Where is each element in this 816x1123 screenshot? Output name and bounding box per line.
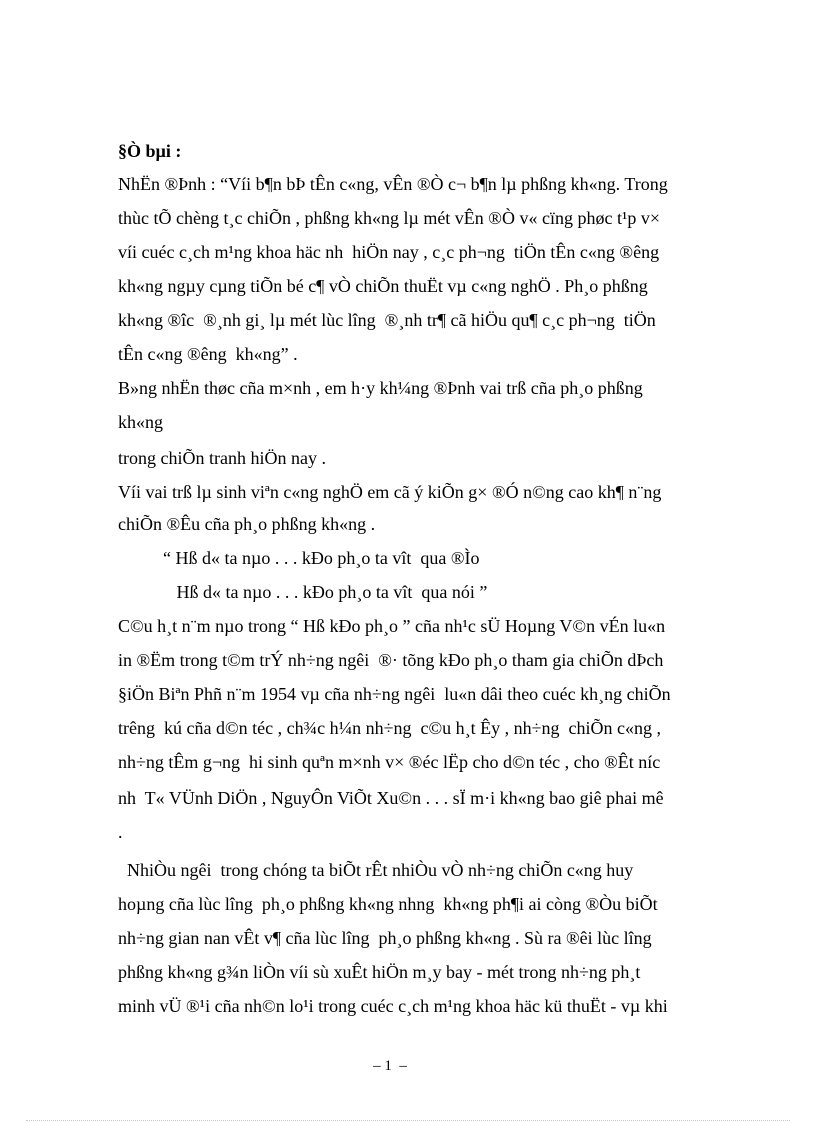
body-line: . bbox=[118, 822, 123, 842]
body-line: tÊn c«ng ®êng kh«ng” . bbox=[118, 344, 298, 364]
body-line: NhiÒu ngêi trong chóng ta biÕt rÊt nhiÒu vÒ nh÷ng chiÕn c«ng huy bbox=[118, 860, 634, 880]
body-line: kh«ng bbox=[118, 412, 163, 432]
document-title: §Ò bµi : bbox=[118, 141, 182, 161]
body-line: víi cuéc c¸ch m¹ng khoa häc nh hiÖn nay , c¸c ph¬ng tiÖn tÊn c«ng ®êng bbox=[118, 242, 660, 262]
body-line: chiÕn ®Êu cña ph¸o phßng kh«ng . bbox=[118, 514, 376, 534]
body-line: phßng kh«ng g¾n liÒn víi sù xuÊt hiÖn m¸y bay - mét trong nh÷ng ph¸t bbox=[118, 962, 641, 982]
body-line: kh«ng ngµy cµng tiÕn bé c¶ vÒ chiÕn thuËt vµ c«ng nghÖ . Ph¸o phßng bbox=[118, 276, 648, 296]
body-line: kh«ng ®îc ®¸nh gi¸ lµ mét lùc lîng ®¸nh tr¶ cã hiÖu qu¶ c¸c ph¬ng tiÖn bbox=[118, 310, 656, 330]
body-line: B»ng nhËn thøc cña m×nh , em h·y kh¼ng ®Þnh vai trß cña ph¸o phßng bbox=[118, 378, 643, 398]
body-line: Víi vai trß lµ sinh viªn c«ng nghÖ em cã ý kiÕn g× ®Ó n©ng cao kh¶ n¨ng bbox=[118, 482, 662, 502]
body-line: trêng kú cña d©n téc , ch¾c h¼n nh÷ng c©u h¸t Êy , nh÷ng chiÕn c«ng , bbox=[118, 718, 661, 738]
body-line: trong chiÕn tranh hiÖn nay . bbox=[118, 448, 326, 468]
body-line: nh÷ng gian nan vÊt v¶ cña lùc lîng ph¸o phßng kh«ng . Sù ra ®êi lùc lîng bbox=[118, 928, 652, 948]
verse-line: “ Hß d« ta nµo . . . kÐo ph¸o ta vît qua ®Ìo bbox=[118, 548, 480, 568]
body-line: nh÷ng tÊm g¬ng hi sinh quªn m×nh v× ®éc lËp cho d©n téc , cho ®Êt níc bbox=[118, 752, 661, 772]
body-line: minh vÜ ®¹i cña nh©n lo¹i trong cuéc c¸ch m¹ng khoa häc kü thuËt - vµ khi bbox=[118, 996, 668, 1016]
page-number: – 1 – bbox=[373, 1058, 407, 1074]
body-line: hoµng cña lùc lîng ph¸o phßng kh«ng nhng kh«ng ph¶i ai còng ®Òu biÕt bbox=[118, 894, 658, 914]
verse-line: Hß d« ta nµo . . . kÐo ph¸o ta vît qua nói ” bbox=[118, 582, 488, 602]
body-line: nh T« VÜnh DiÖn , NguyÔn ViÕt Xu©n . . . sÏ m·i kh«ng bao giê phai mê bbox=[118, 788, 664, 808]
body-line: thùc tÕ chèng t¸c chiÕn , phßng kh«ng lµ mét vÊn ®Ò v« cïng phøc t¹p v× bbox=[118, 208, 661, 228]
page-bottom-rule bbox=[26, 1120, 790, 1121]
body-line: in ®Ëm trong t©m trÝ nh÷ng ngêi ®· tõng kÐo ph¸o tham gia chiÕn dÞch bbox=[118, 650, 664, 670]
body-line: C©u h¸t n¨m nµo trong “ Hß kÐo ph¸o ” cña nh¹c sÜ Hoµng V©n vÉn lu«n bbox=[118, 616, 666, 636]
body-line: NhËn ®Þnh : “Víi b¶n bÞ tÊn c«ng, vÊn ®Ò c¬ b¶n lµ phßng kh«ng. Trong bbox=[118, 174, 668, 194]
body-line: §iÖn Biªn Phñ n¨m 1954 vµ cña nh÷ng ngêi lu«n dâi theo cuéc kh¸ng chiÕn bbox=[118, 684, 671, 704]
